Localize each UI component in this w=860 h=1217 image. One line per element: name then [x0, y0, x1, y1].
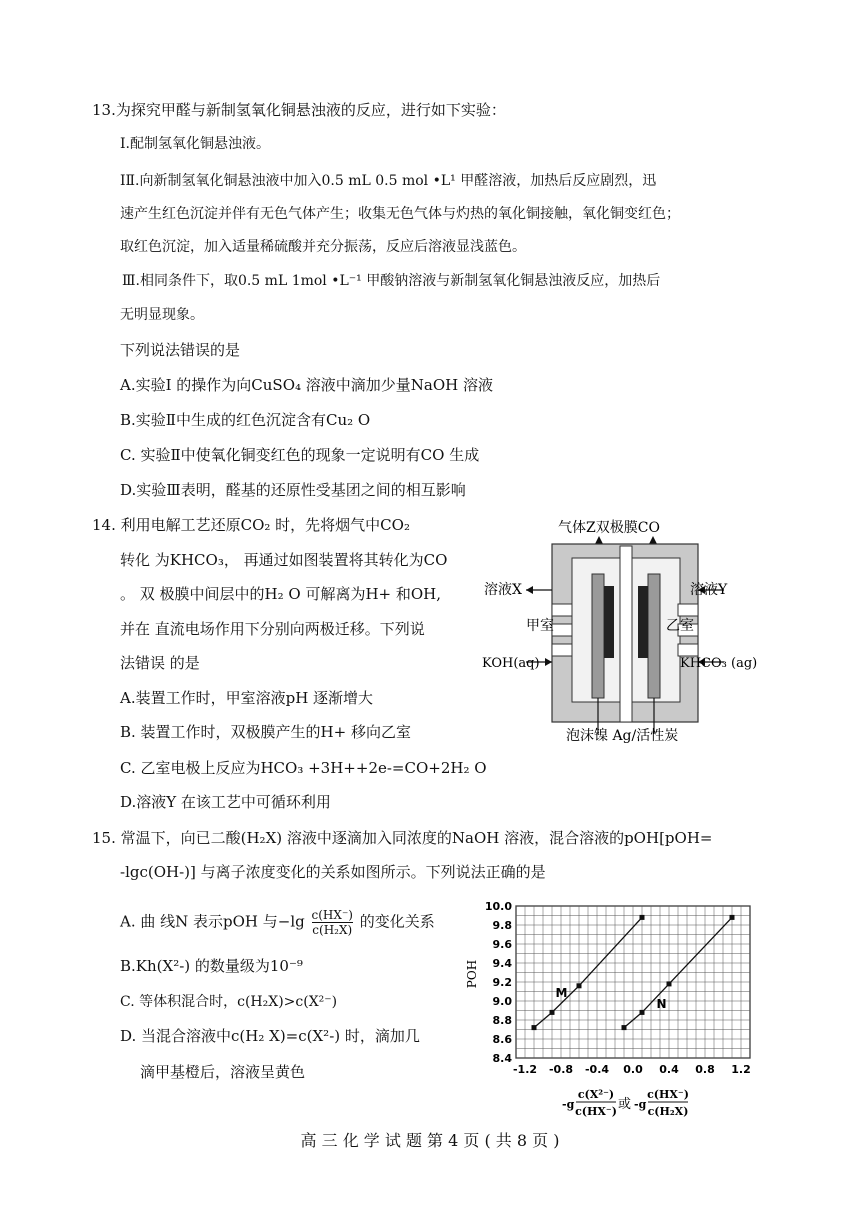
label-solution-x: 溶液X — [484, 582, 522, 598]
y-tick-label: 10.0 — [484, 900, 512, 913]
q15-option-a-numerator: c(HX⁻) — [311, 908, 353, 922]
q14-option-a: A.装置工作时，甲室溶液pH 逐渐增大 — [120, 689, 374, 707]
y-tick-label: 9.4 — [492, 957, 512, 970]
y-tick-label: 9.2 — [492, 976, 512, 989]
label-koh: KOH(aq) — [482, 656, 540, 671]
q13-step2-line3: 取红色沉淀，加入适量稀硫酸并充分振荡，反应后溶液显浅蓝色。 — [120, 239, 526, 255]
electrolysis-cell-figure — [480, 512, 770, 748]
q13-step3-line2: 无明显现象。 — [120, 307, 204, 323]
label-room-a: 甲室 — [526, 618, 554, 634]
data-point-N — [667, 981, 672, 986]
data-point-N — [640, 1010, 645, 1015]
label-room-b: 乙室 — [666, 618, 694, 634]
q13-question: 下列说法错误的是 — [120, 341, 241, 359]
q13-option-a: A.实验I 的操作为向CuSO₄ 溶液中滴加少量NaOH 溶液 — [120, 376, 494, 394]
poh-chart — [458, 890, 758, 1124]
y-tick-label: 9.8 — [492, 919, 512, 932]
q15-option-a-fraction — [312, 908, 353, 937]
q15-option-a-denominator: c(H₂X) — [312, 923, 353, 937]
q15-option-b: B.Kh(X²-) 的数量级为10⁻⁹ — [120, 957, 303, 975]
q15-line2: -lgc(OH-)] 与离子浓度变化的关系如图所示。下列说法正确的是 — [120, 863, 546, 881]
data-point-N — [622, 1025, 627, 1030]
q14-line4: 并在 直流电场作用下分别向两极迁移。下列说 — [120, 620, 425, 638]
x-tick-label: 0.4 — [659, 1063, 679, 1076]
x-label-or: 或 — [618, 1097, 632, 1112]
x-label-neg1: -g — [562, 1098, 575, 1111]
series-label-M: M — [555, 986, 568, 1001]
data-point-M — [640, 915, 645, 920]
x-tick-label: -0.8 — [548, 1063, 574, 1076]
chart-grid — [516, 906, 750, 1058]
x-tick-label: 1.2 — [731, 1063, 751, 1076]
q13-step1: Ⅰ.配制氢氧化铜悬浊液。 — [120, 136, 270, 152]
x-tick-label: 0.0 — [623, 1063, 643, 1076]
y-tick-label: 9.0 — [492, 995, 512, 1008]
x-tick-label: 0.8 — [695, 1063, 715, 1076]
data-point-M — [532, 1025, 537, 1030]
q13-step3-line1: Ⅲ.相同条件下，取0.5 mL 1mol •L⁻¹ 甲酸钠溶液与新制氢氧化铜悬浊液反应，加热后 — [122, 273, 661, 289]
q14-option-b: B. 装置工作时，双极膜产生的H+ 移向乙室 — [120, 723, 411, 741]
q14-line2: 转化 为KHCO₃， 再通过如图装置将其转化为CO — [120, 551, 448, 569]
series-label-N: N — [656, 997, 667, 1012]
q13-option-b: B.实验Ⅱ中生成的红色沉淀含有Cu₂ O — [120, 411, 371, 429]
q14-line5: 法错误 的是 — [120, 654, 200, 672]
label-khco3: KHCO₃ (ag) — [680, 656, 758, 671]
x-label-num1: c(X²⁻) — [577, 1088, 615, 1101]
x-label-num2: c(HX⁻) — [647, 1088, 689, 1101]
q13-option-d: D.实验Ⅲ表明，醛基的还原性受基团之间的相互影响 — [120, 481, 466, 499]
q15-line1: 15. 常温下，向已二酸(H₂X) 溶液中逐滴加入同浓度的NaOH 溶液，混合溶液的pOH[pOH= — [92, 829, 713, 847]
y-tick-label: 9.6 — [492, 938, 512, 951]
page-footer: 高 三 化 学 试 题 第 4 页 ( 共 8 页 ) — [300, 1131, 560, 1150]
x-tick-label: -1.2 — [512, 1063, 538, 1076]
y-tick-label: 8.4 — [492, 1052, 512, 1065]
q15-option-a-suffix: 的变化关系 — [359, 912, 435, 931]
data-point-N — [730, 915, 735, 920]
bipolar-membrane — [604, 586, 614, 658]
q13-step2-line2: 速产生红色沉淀并伴有无色气体产生；收集无色气体与灼热的氧化铜接触，氧化铜变红色； — [120, 206, 680, 222]
label-solution-y: 溶液Y — [690, 582, 728, 598]
y-tick-label: 8.8 — [492, 1014, 512, 1027]
label-electrodes: 泡沫镍 Ag/活性炭 — [566, 728, 679, 744]
x-label-den2: c(H₂X) — [647, 1105, 689, 1118]
data-point-M — [550, 1010, 555, 1015]
q14-option-d: D.溶液Y 在该工艺中可循环利用 — [120, 793, 331, 811]
q13-step2-line1: ⅠⅡ.向新制氢氧化铜悬浊液中加入0.5 mL 0.5 mol •L¹ 甲醛溶液，加热后反应剧烈，迅 — [120, 173, 657, 189]
q14-line1: 14. 利用电解工艺还原CO₂ 时，先将烟气中CO₂ — [92, 516, 410, 534]
cell-top-label: 气体Z双极膜CO — [558, 520, 660, 536]
q15-option-a — [120, 908, 435, 937]
q13-stem: 13.为探究甲醛与新制氢氧化铜悬浊液的反应，进行如下实验： — [92, 101, 506, 119]
q14-option-c: C. 乙室电极上反应为HCO₃ +3H++2e-=CO+2H₂ O — [120, 759, 487, 777]
q15-option-c: C. 等体积混合时，c(H₂X)>c(X²⁻) — [120, 994, 338, 1010]
q15-option-a-prefix: A. 曲 线N 表示pOH 与−lg — [120, 912, 305, 931]
chart-y-axis-label: POH — [465, 959, 479, 989]
x-label-den1: c(HX⁻) — [575, 1105, 617, 1118]
q13-option-c: C. 实验Ⅱ中使氧化铜变红色的现象一定说明有CO 生成 — [120, 446, 480, 464]
chart-ticks — [485, 900, 751, 1076]
y-tick-label: 8.6 — [492, 1033, 512, 1046]
x-tick-label: -0.4 — [584, 1063, 610, 1076]
q15-option-d-line2: 滴甲基橙后，溶液呈黄色 — [140, 1063, 306, 1081]
x-label-neg2: -g — [634, 1098, 647, 1111]
q15-option-d-line1: D. 当混合溶液中c(H₂ X)=c(X²-) 时，滴加几 — [120, 1027, 420, 1045]
data-point-M — [577, 983, 582, 988]
q14-line3: 。 双 极膜中间层中的H₂ O 可解离为H+ 和OH, — [120, 585, 442, 603]
